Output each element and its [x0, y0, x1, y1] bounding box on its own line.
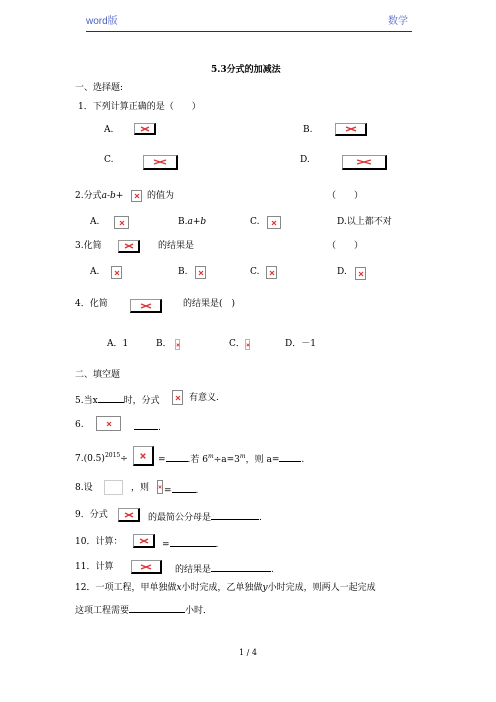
broken-image-icon	[355, 267, 366, 280]
q10-eq: =	[162, 540, 170, 550]
q11-end: .	[271, 565, 274, 575]
q8-post: .	[195, 486, 199, 496]
q4-option-b: B．	[156, 339, 172, 349]
q9-post	[148, 511, 262, 523]
section-heading-choice: 一、选择题:	[75, 83, 124, 93]
q7-eq: =	[158, 455, 166, 465]
broken-image-icon	[143, 155, 178, 170]
broken-image-icon	[130, 299, 162, 313]
q2-answer-paren: （ ）	[327, 191, 364, 201]
q2-stem-pre: 2.分式	[75, 191, 102, 201]
q12-line1-b: 小时完成，乙单独做	[181, 583, 263, 593]
q4-stem-pre: 4．化简	[75, 299, 108, 309]
q7-mid3: ，则 a=	[245, 455, 280, 465]
broken-image-icon	[157, 480, 163, 494]
q3-stem-pre: 3.化简	[75, 241, 102, 251]
q11-pre: 11．计算	[75, 562, 114, 572]
page-number: 1 / 4	[239, 648, 257, 657]
q9-post-text: 的最简公分母是	[148, 513, 212, 523]
broken-image-icon	[104, 480, 123, 495]
broken-image-icon	[118, 240, 140, 253]
header-right: 数学	[388, 16, 408, 27]
q2-option-b-expr: a+b	[187, 217, 207, 227]
broken-image-icon	[266, 266, 277, 279]
q4-option-a: A．1	[107, 339, 129, 349]
q1-option-d: D.	[300, 155, 310, 165]
section-heading-fill: 二、填空题	[75, 370, 121, 380]
answer-blank[interactable]	[134, 421, 158, 430]
broken-image-icon	[96, 416, 121, 431]
page-title: 5.3分式的加减法	[211, 65, 281, 75]
answer-blank[interactable]	[170, 538, 216, 547]
q2-option-b	[178, 218, 206, 227]
header-rule	[86, 31, 412, 32]
broken-image-icon	[118, 508, 140, 522]
broken-image-icon	[134, 123, 156, 135]
q8-eq: =	[164, 486, 172, 496]
header-left: word版	[86, 16, 118, 27]
broken-image-icon	[335, 123, 367, 136]
q4-option-c: C．	[229, 339, 245, 349]
q10-end: .	[215, 540, 219, 550]
q12-line1-c: 小时完成，则两人一起完成	[267, 583, 376, 593]
q12-line2-end: 小时．	[185, 606, 213, 616]
q2-stem-expr: a-b+	[101, 191, 124, 201]
q6-answer	[134, 421, 161, 433]
q5-pre: 5.当x	[75, 396, 98, 406]
q1-option-b: B.	[303, 125, 313, 135]
q3-option-b: B.	[178, 267, 188, 277]
q7-m1: m	[208, 453, 214, 460]
q2-option-a: A.	[90, 217, 100, 227]
broken-image-icon	[172, 390, 183, 405]
q4-stem-post: 的结果是( )	[183, 299, 236, 309]
answer-blank[interactable]	[279, 453, 301, 462]
answer-blank[interactable]	[211, 511, 259, 520]
q2-stem-post: 的值为	[147, 191, 175, 201]
broken-image-icon	[114, 216, 129, 229]
answer-blank[interactable]	[211, 563, 271, 572]
broken-image-icon	[131, 560, 162, 574]
q5-post: 有意义.	[189, 393, 219, 403]
q2-option-c: C.	[250, 217, 260, 227]
q7-mid2: ÷a=3	[213, 455, 240, 465]
q2-option-d: D.以上都不对	[337, 217, 392, 227]
q11-post	[175, 563, 274, 575]
q8-mid: ，则	[131, 483, 150, 493]
broken-image-icon	[131, 190, 142, 202]
q11-post-text: 的结果是	[175, 565, 212, 575]
q2-stem	[75, 192, 123, 201]
q12-line1-a: 12．一项工程，甲单独做	[75, 583, 177, 593]
broken-image-icon	[342, 155, 387, 170]
q12-y: y	[262, 583, 268, 593]
q5-line	[75, 394, 160, 406]
q6-post: .	[158, 423, 161, 433]
q1-option-c: C.	[104, 155, 114, 165]
broken-image-icon	[133, 534, 155, 548]
q7-post: .	[301, 455, 305, 465]
q12-line1	[75, 584, 376, 593]
broken-image-icon	[195, 266, 206, 279]
q12-x: x	[176, 583, 182, 593]
q7-base: 7.(0.5)	[75, 454, 105, 464]
answer-blank[interactable]	[166, 453, 188, 462]
q12-line2-text: 这项工程需要	[75, 606, 130, 616]
q7-pre	[75, 453, 128, 464]
q7-rest	[158, 453, 304, 465]
q10-pre: 10．计算：	[75, 537, 123, 547]
answer-blank[interactable]	[129, 604, 185, 613]
q4-option-d: D．－1	[285, 339, 316, 349]
answer-blank[interactable]	[172, 484, 196, 493]
q8-answer	[164, 484, 198, 496]
q12-line2	[75, 604, 212, 616]
q3-stem-post: 的结果是	[158, 241, 195, 251]
q7-mid: .若 6	[187, 455, 208, 465]
q6-pre: 6.	[75, 420, 84, 430]
q3-answer-paren: （ ）	[327, 241, 364, 251]
q5-mid: 时，分式	[123, 396, 160, 406]
q9-end: .	[259, 513, 262, 523]
broken-image-icon	[245, 339, 250, 350]
broken-image-icon	[267, 216, 281, 229]
q3-option-d: D.	[337, 267, 347, 277]
q3-option-a: A.	[90, 267, 100, 277]
answer-blank[interactable]	[98, 394, 124, 403]
q2-option-b-label: B.	[178, 217, 188, 227]
q1-stem: 1．下列计算正确的是（ ）	[78, 102, 201, 112]
broken-image-icon	[175, 339, 180, 350]
broken-image-icon	[111, 266, 122, 279]
q7-div: ÷	[120, 454, 128, 464]
q7-m2: m	[239, 453, 246, 460]
q1-option-a: A.	[104, 125, 114, 135]
q10-answer	[162, 538, 218, 550]
q7-exponent: 2015	[104, 452, 121, 459]
broken-image-icon	[133, 446, 154, 466]
q9-pre: 9．分式	[75, 510, 108, 520]
q8-pre: 8.设	[75, 483, 93, 493]
q3-option-c: C.	[250, 267, 260, 277]
